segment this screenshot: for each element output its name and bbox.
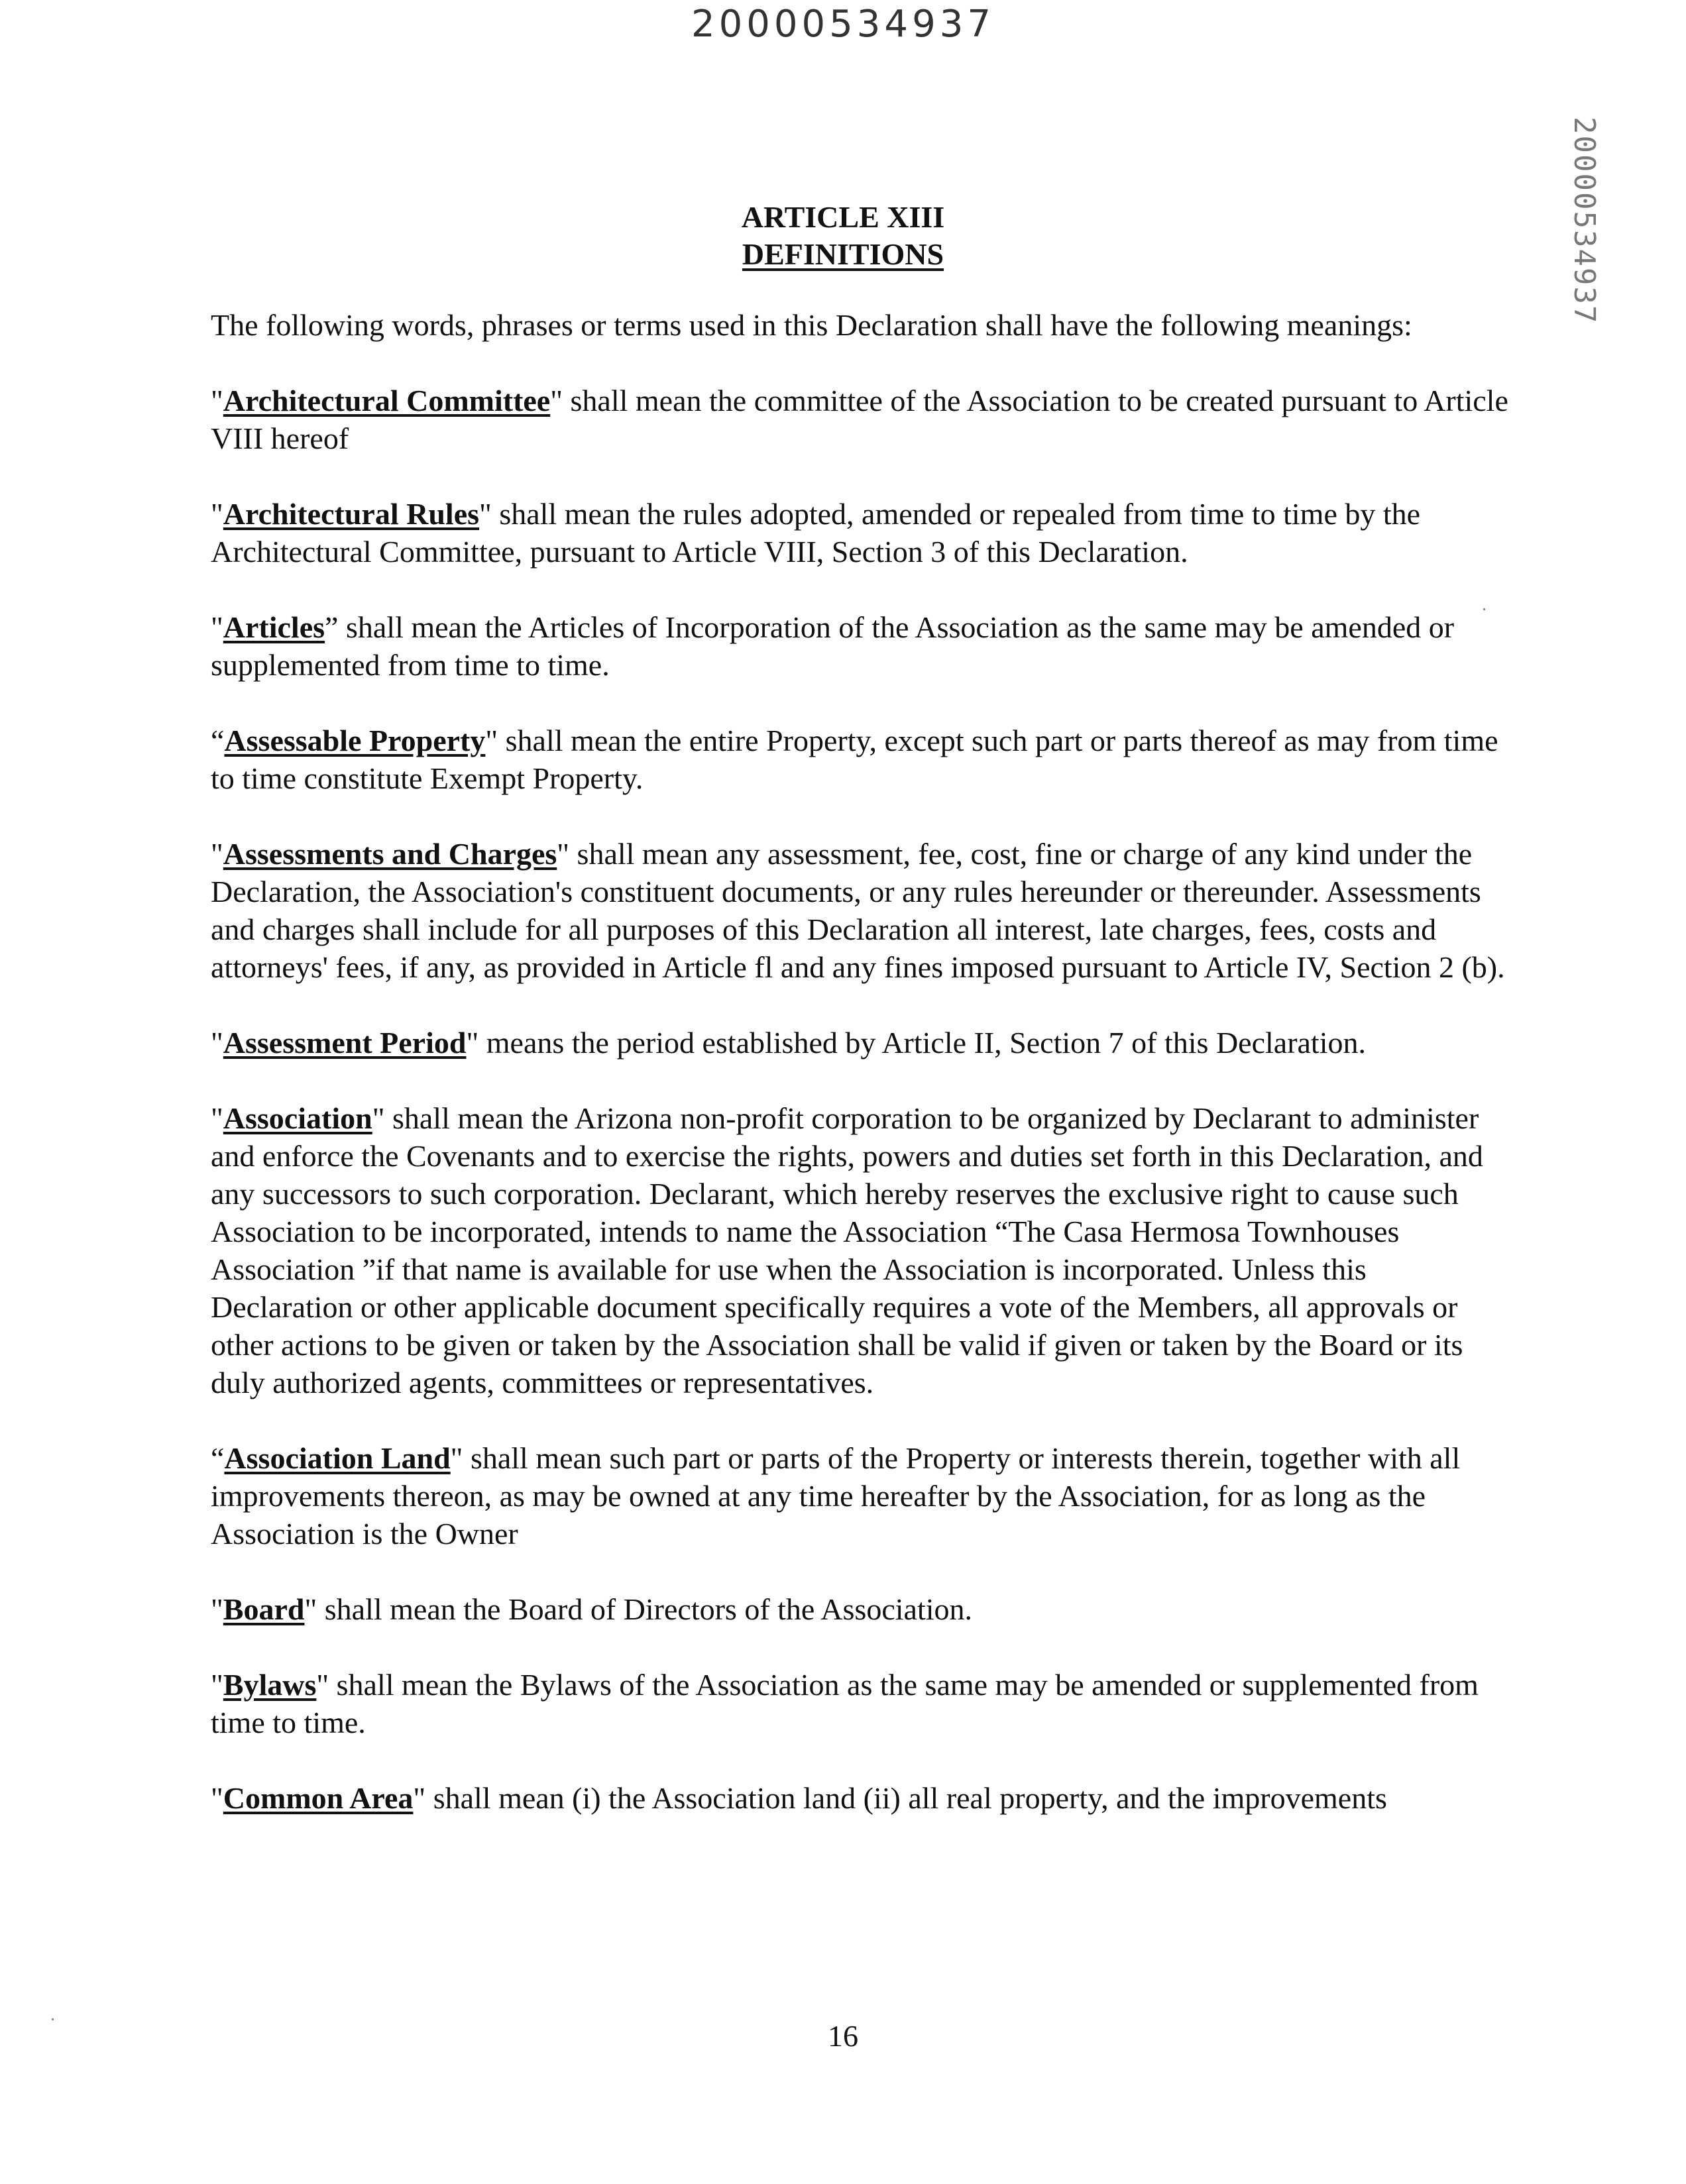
definition-term: Assessments and Charges: [223, 837, 557, 871]
page-number: 16: [828, 2019, 858, 2053]
definition-term: Architectural Committee: [223, 384, 551, 417]
quote-open: ": [211, 384, 223, 417]
definition-paragraph: [211, 608, 1510, 684]
definition-paragraph: [211, 835, 1510, 986]
quote-close: ": [450, 1441, 463, 1475]
definition-paragraph: [211, 1666, 1510, 1741]
article-heading: [0, 199, 1686, 273]
quote-open: “: [211, 724, 225, 757]
quote-close: ": [479, 497, 492, 531]
definition-term: Assessable Property: [224, 724, 486, 757]
definition-term: Board: [223, 1592, 305, 1626]
quote-open: ": [211, 1592, 223, 1626]
quote-open: ": [211, 837, 223, 871]
quote-close: ": [485, 724, 498, 757]
quote-open: “: [211, 1441, 225, 1475]
quote-open: ": [211, 497, 223, 531]
scan-speck: [1483, 608, 1485, 610]
definition-term: Association: [223, 1101, 372, 1135]
definition-paragraph: [211, 495, 1510, 571]
document-id: 20000534937: [691, 3, 995, 46]
margin-stamp: 20000534937: [1567, 117, 1601, 325]
definition-term: Association Land: [224, 1441, 451, 1475]
definition-paragraph: [211, 382, 1510, 457]
quote-open: ": [211, 1668, 223, 1702]
quote-open: ": [211, 1781, 223, 1815]
quote-close: ": [466, 1026, 479, 1060]
definition-text: shall mean the Board of Directors of the Association.: [317, 1592, 973, 1626]
quote-close: ": [372, 1101, 385, 1135]
definition-paragraph: [211, 1024, 1510, 1062]
definition-paragraph: [211, 722, 1510, 797]
definition-text: shall mean (i) the Association land (ii) all real property, and the improvements: [425, 1781, 1387, 1815]
definitions-list: [211, 382, 1510, 1817]
definition-text: shall mean the Arizona non-profit corporation to be organized by Declarant to administer and enforce the Covenants and to exercise the rights, powers and duties set forth in this Declaration, and any successors to such corporation. Declarant, which hereby reserves the exclusive right to cause such Association to be incorporated, intends to name the Association “The Casa Hermosa Townhouses Association ”if that name is available for use when the Association is incorporated. Unless this Declaration or other applicable document specifically requires a vote of the Members, all approvals or other actions to be given or taken by the Association shall be valid if given or taken by the Board or its duly authorized agents, committees or representatives.: [211, 1101, 1483, 1399]
article-title: DEFINITIONS: [742, 237, 944, 271]
quote-close: ”: [325, 610, 339, 644]
definition-text: shall mean the Articles of Incorporation of the Association as the same may be amended or supplemented from time to time.: [211, 610, 1455, 682]
article-number: ARTICLE XIII: [741, 200, 945, 234]
intro-paragraph: The following words, phrases or terms used in this Declaration shall have the following meanings:: [211, 308, 1412, 342]
quote-open: ": [211, 1101, 223, 1135]
definition-text: means the period established by Article II, Section 7 of this Declaration.: [478, 1026, 1366, 1060]
definition-paragraph: [211, 1779, 1510, 1817]
definition-text: shall mean the committee of the Association to be created pursuant to Article VIII hereof: [211, 384, 1508, 455]
definition-term: Architectural Rules: [223, 497, 480, 531]
quote-close: ": [413, 1781, 426, 1815]
definition-paragraph: [211, 1590, 1510, 1628]
definition-term: Common Area: [223, 1781, 414, 1815]
definition-text: shall mean any assessment, fee, cost, fine or charge of any kind under the Declaration, the Association's constituent documents, or any rules hereunder or thereunder. Assessments and charges shall include for all purposes of this Declaration all interest, late charges, fees, costs and attorneys' fees, if any, as provided in Article fl and any fines imposed pursuant to Article IV, Section 2 (b).: [211, 837, 1505, 984]
definition-paragraph: [211, 1439, 1510, 1553]
quote-close: ": [550, 384, 563, 417]
definition-text: shall mean the entire Property, except such part or parts thereof as may from time to time constitute Exempt Property.: [211, 724, 1498, 795]
definitions-body: [211, 306, 1510, 1855]
definition-text: shall mean the Bylaws of the Association as the same may be amended or supplemented from time to time.: [211, 1668, 1479, 1739]
definition-text: shall mean the rules adopted, amended or repealed from time to time by the Architectural Committee, pursuant to Article VIII, Section 3 of this Declaration.: [211, 497, 1421, 569]
quote-close: ": [557, 837, 570, 871]
quote-open: ": [211, 610, 223, 644]
definition-term: Bylaws: [223, 1668, 317, 1702]
definition-paragraph: [211, 1099, 1510, 1401]
definition-text: shall mean such part or parts of the Property or interests therein, together with all improvements thereon, as may be owned at any time hereafter by the Association, for as long as the Association is the Owner: [211, 1441, 1461, 1551]
definition-term: Assessment Period: [223, 1026, 467, 1060]
quote-close: ": [316, 1668, 329, 1702]
quote-open: ": [211, 1026, 223, 1060]
scan-speck: [52, 2018, 54, 2020]
definition-term: Articles: [223, 610, 325, 644]
quote-close: ": [304, 1592, 317, 1626]
